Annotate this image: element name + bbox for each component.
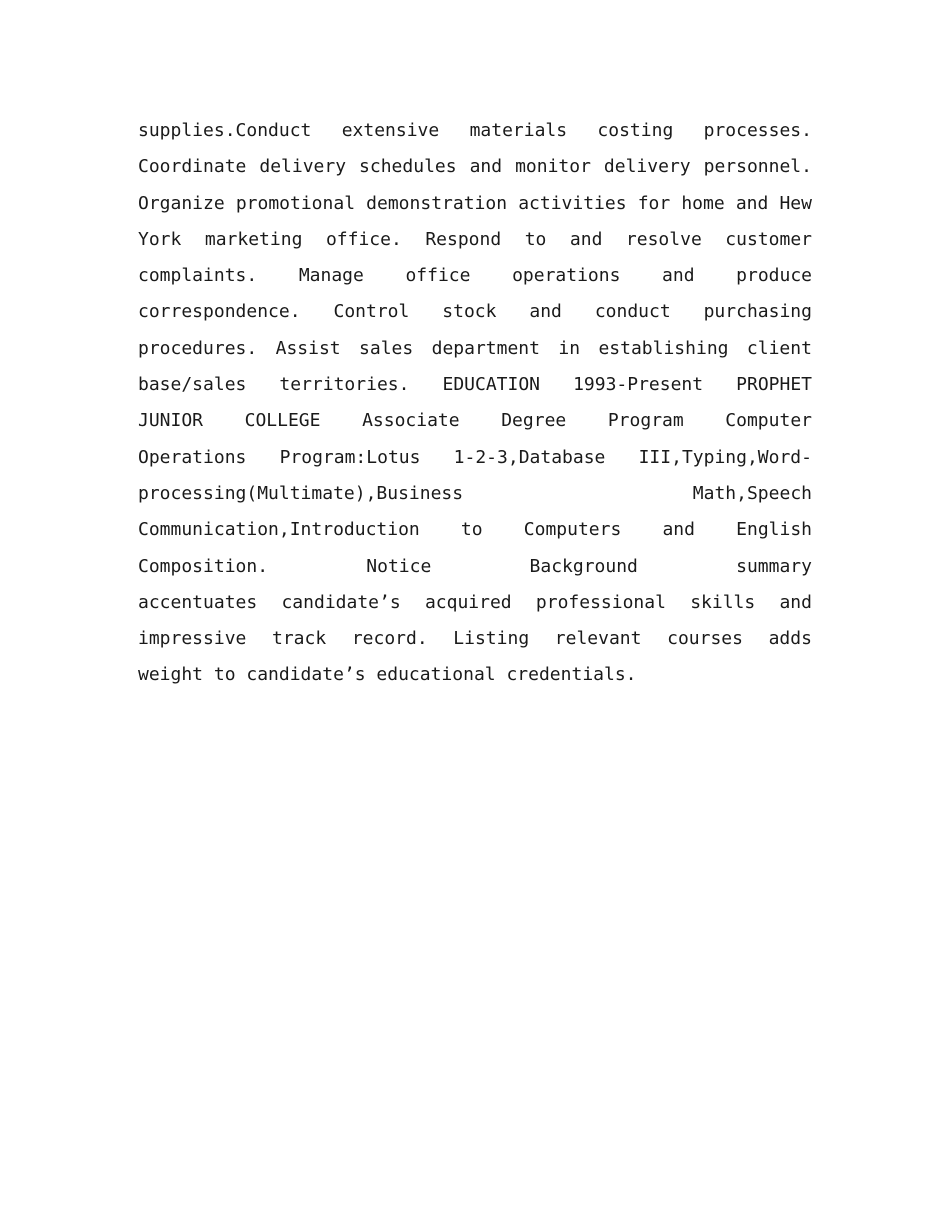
word: relevant xyxy=(554,628,642,650)
word: produce xyxy=(736,265,812,287)
word: record. xyxy=(351,628,428,650)
word: to xyxy=(460,519,483,541)
word: Operations xyxy=(138,446,247,468)
body-text xyxy=(138,113,812,694)
text-line xyxy=(138,476,812,512)
text-line xyxy=(138,512,812,548)
word: courses xyxy=(667,628,743,650)
word: Coordinate xyxy=(138,156,247,178)
word: client xyxy=(746,337,812,359)
word: COLLEGE xyxy=(244,410,321,432)
word: and xyxy=(469,156,503,178)
word: PROPHET xyxy=(736,374,812,396)
word: Control xyxy=(333,301,410,323)
text-line xyxy=(138,585,812,621)
word: materials xyxy=(469,120,568,141)
word: 1993-Present xyxy=(573,374,704,396)
word: monitor xyxy=(515,156,591,178)
section-heading-education: EDUCATION xyxy=(442,374,541,396)
word: adds xyxy=(768,628,812,650)
word: Organize xyxy=(138,192,225,214)
word: accentuates xyxy=(138,591,258,613)
text-line xyxy=(138,549,812,585)
word: stock xyxy=(442,301,497,323)
word: extensive xyxy=(341,120,440,141)
word: and xyxy=(569,228,603,250)
word: processes. xyxy=(703,120,812,141)
word: Computers xyxy=(523,519,622,541)
word: conduct xyxy=(594,301,671,323)
word: customer xyxy=(725,228,812,250)
word: and xyxy=(779,591,812,613)
text-line xyxy=(138,186,812,222)
word: activities xyxy=(518,192,627,214)
word: costing xyxy=(597,120,674,141)
word: territories. xyxy=(279,374,410,396)
word: track xyxy=(272,628,327,650)
word: office xyxy=(405,265,471,287)
word: and xyxy=(662,265,695,287)
word: processing(Multimate),Business xyxy=(138,482,464,504)
text-line xyxy=(138,294,812,330)
word: sales xyxy=(359,337,414,359)
word: JUNIOR xyxy=(138,410,204,432)
word: base/sales xyxy=(138,374,247,396)
word: acquired xyxy=(424,591,512,613)
text-line-last xyxy=(138,657,812,693)
word: in xyxy=(558,337,581,359)
word: Respond xyxy=(425,228,502,250)
word: promotional xyxy=(235,192,356,214)
word: Degree xyxy=(501,410,567,432)
word: marketing xyxy=(204,228,303,250)
notice-label: Notice xyxy=(366,555,432,577)
text-line xyxy=(138,621,812,657)
text-line xyxy=(138,258,812,294)
word: English xyxy=(736,519,812,541)
word: Program:Lotus xyxy=(279,446,421,468)
word: complaints. xyxy=(138,265,258,287)
text-line xyxy=(138,367,812,403)
word: home xyxy=(681,192,725,214)
word: for xyxy=(637,192,671,214)
text-line xyxy=(138,113,812,149)
word: Assist xyxy=(275,337,341,359)
word: Composition. xyxy=(138,555,269,577)
word: 1-2-3,Database xyxy=(453,446,606,468)
text-line xyxy=(138,331,812,367)
text-line xyxy=(138,440,812,476)
word: and xyxy=(529,301,562,323)
word: Associate xyxy=(362,410,460,432)
word: supplies.Conduct xyxy=(138,120,312,141)
word: establishing xyxy=(598,337,729,359)
word: personnel. xyxy=(703,156,812,178)
word: Computer xyxy=(725,410,812,432)
word: Listing xyxy=(453,628,530,650)
word: Program xyxy=(607,410,684,432)
text-line xyxy=(138,149,812,185)
word: Hew xyxy=(779,192,812,214)
word: Communication,Introduction xyxy=(138,519,420,541)
word: professional xyxy=(535,591,666,613)
word: purchasing xyxy=(703,301,812,323)
word: Math,Speech xyxy=(692,482,812,504)
word: procedures. xyxy=(138,337,258,359)
word: Background xyxy=(529,555,638,577)
word: correspondence. xyxy=(138,301,301,323)
word: York xyxy=(138,228,182,250)
word: department xyxy=(431,337,540,359)
word: and xyxy=(735,192,769,214)
word: resolve xyxy=(625,228,702,250)
word: III,Typing,Word- xyxy=(638,446,812,468)
word: to xyxy=(524,228,547,250)
text-line xyxy=(138,403,812,439)
word: impressive xyxy=(138,628,247,650)
word: office. xyxy=(325,228,402,250)
word: demonstration xyxy=(366,192,508,214)
word: summary xyxy=(736,555,812,577)
text-line xyxy=(138,222,812,258)
word: and xyxy=(662,519,695,541)
word: candidate’s xyxy=(281,591,401,613)
word: weight to candidate’s educational credentials. xyxy=(138,664,637,686)
word: delivery xyxy=(259,156,347,178)
word: skills xyxy=(690,591,756,613)
word: Manage xyxy=(298,265,364,287)
word: operations xyxy=(512,265,621,287)
word: delivery xyxy=(603,156,691,178)
word: schedules xyxy=(359,156,457,178)
